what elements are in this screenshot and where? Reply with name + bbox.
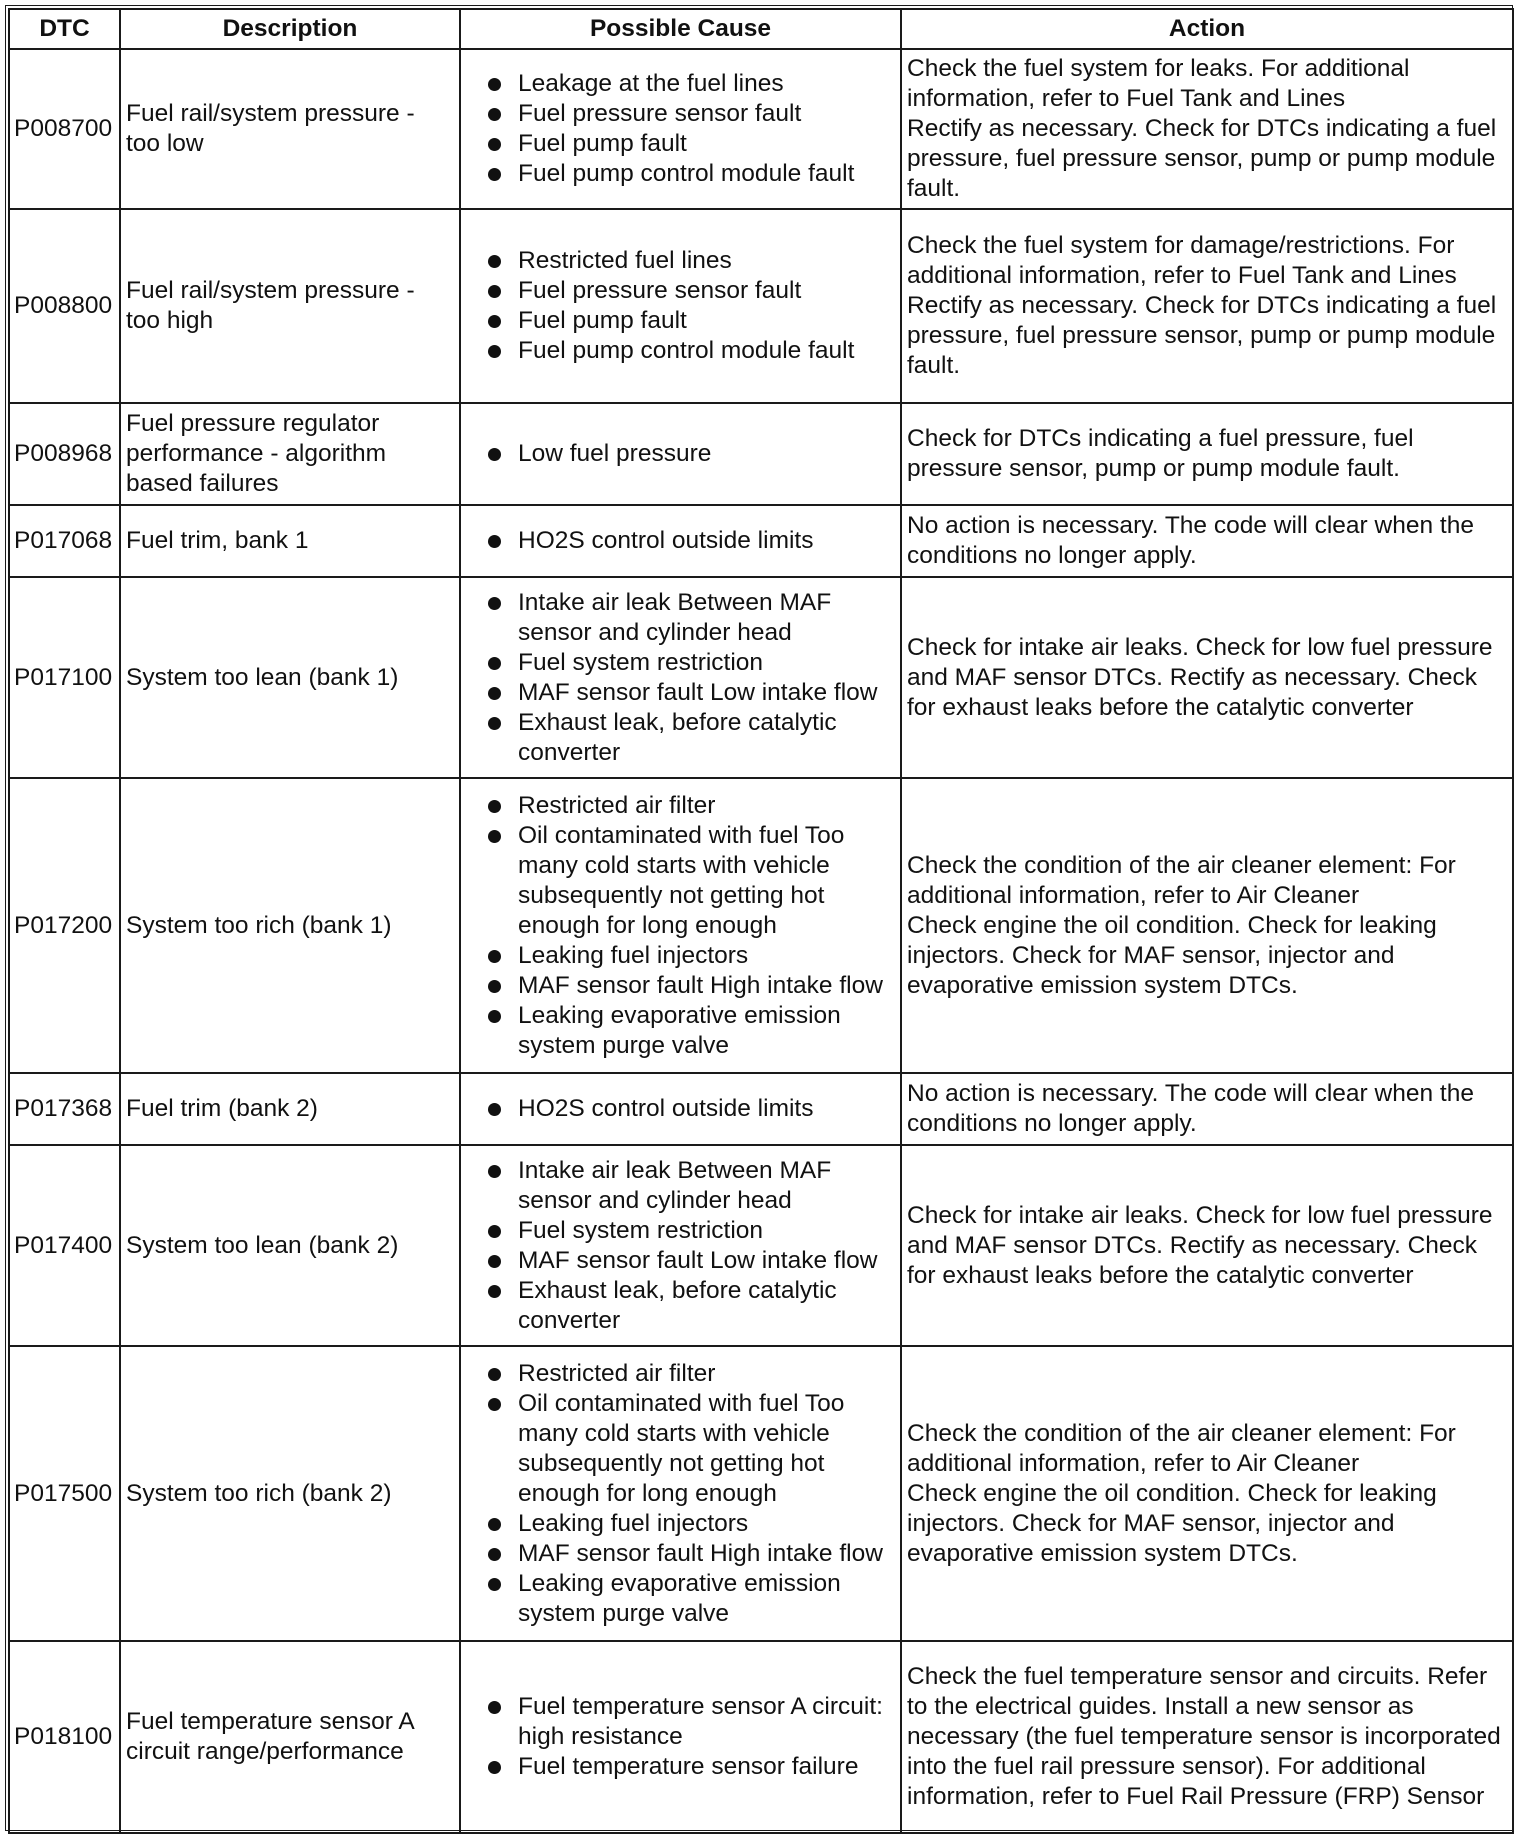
cause-list [466,1094,895,1124]
header-description: Description [120,9,460,49]
action-cell [901,1073,1513,1145]
dtc-description: Fuel rail/system pressure - too high [120,209,460,403]
table-row [9,209,1513,403]
action-text: No action is necessary. The code will clear when the conditions no longer apply. [907,512,1474,569]
table-row [9,778,1513,1073]
dtc-description: System too rich (bank 2) [120,1346,460,1641]
dtc-description: Fuel temperature sensor A circuit range/performance [120,1641,460,1833]
action-text: Check the condition of the air cleaner element: For additional information, refer to Air Cleaner [907,851,1456,909]
table-row [9,1145,1513,1346]
dtc-code: P017500 [9,1346,120,1641]
cause-list [466,791,895,1061]
cause-list-item: Fuel pump fault [488,129,895,159]
cause-list-item: MAF sensor fault Low intake flow [488,1246,895,1276]
header-possible-cause: Possible Cause [460,9,901,49]
dtc-code: P017400 [9,1145,120,1346]
action-text: Check engine the oil condition. Check for leaking injectors. Check for MAF sensor, injector and evaporative emission system DTCs. [907,911,1437,999]
action-text: Rectify as necessary. Check for DTCs indicating a fuel pressure, fuel pressure sensor, pump or pump module fault. [907,115,1497,202]
table-row [9,1073,1513,1145]
dtc-description: Fuel rail/system pressure - too low [120,49,460,209]
cause-list [466,246,895,366]
cause-list-item: Intake air leak Between MAF sensor and cylinder head [488,1156,895,1216]
cause-list-item: Intake air leak Between MAF sensor and cylinder head [488,588,895,648]
action-cell [901,49,1513,209]
table-row [9,1346,1513,1641]
dtc-description: System too lean (bank 1) [120,577,460,778]
cause-list-item: Restricted air filter [488,791,895,821]
action-text: Check the fuel temperature sensor and circuits. Refer to the electrical guides. Install a new sensor as necessary (the fuel temperature sensor is incorporated into the fuel rail pressure sensor). For additional information, refer to Fuel Rail Pressure (FRP) Sensor [907,1663,1501,1810]
cause-list-item: Leaking evaporative emission system purge valve [488,1569,895,1629]
cause-list [466,1692,895,1782]
possible-cause-cell [460,1346,901,1641]
cause-list-item: Leaking fuel injectors [488,1509,895,1539]
cause-list-item: Fuel temperature sensor failure [488,1752,895,1782]
action-cell [901,505,1513,577]
cause-list-item: Low fuel pressure [488,439,895,469]
table-row [9,505,1513,577]
action-cell [901,577,1513,778]
dtc-code: P008800 [9,209,120,403]
header-action: Action [901,9,1513,49]
dtc-code: P008700 [9,49,120,209]
cause-list-item: Oil contaminated with fuel Too many cold starts with vehicle subsequently not getting hot enough for long enough [488,1389,895,1509]
possible-cause-cell [460,49,901,209]
dtc-code: P017068 [9,505,120,577]
cause-list-item: Fuel pressure sensor fault [488,99,895,129]
action-cell [901,403,1513,505]
dtc-description: Fuel pressure regulator performance - algorithm based failures [120,403,460,505]
cause-list-item: Restricted fuel lines [488,246,895,276]
cause-list-item: Fuel pump control module fault [488,159,895,189]
cause-list [466,526,895,556]
dtc-code: P018100 [9,1641,120,1833]
header-dtc: DTC [9,9,120,49]
dtc-table [8,8,1514,1834]
action-text: Rectify as necessary. Check for DTCs indicating a fuel pressure, fuel pressure sensor, pump or pump module fault. [907,292,1497,379]
cause-list-item: HO2S control outside limits [488,526,895,556]
action-text: Check for intake air leaks. Check for low fuel pressure and MAF sensor DTCs. Rectify as necessary. Check for exhaust leaks before the catalytic converter [907,1201,1493,1289]
cause-list-item: MAF sensor fault High intake flow [488,971,895,1001]
action-cell [901,209,1513,403]
dtc-code: P008968 [9,403,120,505]
possible-cause-cell [460,209,901,403]
action-cell [901,778,1513,1073]
table-row [9,403,1513,505]
possible-cause-cell [460,778,901,1073]
cause-list-item: Exhaust leak, before catalytic converter [488,1276,895,1336]
action-text: Check the condition of the air cleaner element: For additional information, refer to Air Cleaner [907,1419,1456,1477]
action-text: Check the fuel system for leaks. For additional information, refer to Fuel Tank and Lines [907,55,1410,112]
cause-list-item: Fuel pressure sensor fault [488,276,895,306]
possible-cause-cell [460,1641,901,1833]
cause-list-item: Fuel pump fault [488,306,895,336]
action-text: Check for intake air leaks. Check for low fuel pressure and MAF sensor DTCs. Rectify as necessary. Check for exhaust leaks before the catalytic converter [907,633,1493,721]
possible-cause-cell [460,1073,901,1145]
action-cell [901,1346,1513,1641]
cause-list-item: Fuel system restriction [488,648,895,678]
dtc-description: System too lean (bank 2) [120,1145,460,1346]
action-cell [901,1145,1513,1346]
table-row [9,49,1513,209]
cause-list-item: Fuel system restriction [488,1216,895,1246]
cause-list-item: Fuel temperature sensor A circuit: high resistance [488,1692,895,1752]
cause-list-item: HO2S control outside limits [488,1094,895,1124]
cause-list-item: MAF sensor fault Low intake flow [488,678,895,708]
action-text: No action is necessary. The code will clear when the conditions no longer apply. [907,1080,1474,1137]
possible-cause-cell [460,577,901,778]
cause-list-item: MAF sensor fault High intake flow [488,1539,895,1569]
possible-cause-cell [460,403,901,505]
table-row [9,1641,1513,1833]
cause-list-item: Leaking evaporative emission system purge valve [488,1001,895,1061]
cause-list-item: Restricted air filter [488,1359,895,1389]
cause-list-item: Fuel pump control module fault [488,336,895,366]
action-text: Check for DTCs indicating a fuel pressure, fuel pressure sensor, pump or pump module fault. [907,425,1414,482]
cause-list-item: Exhaust leak, before catalytic converter [488,708,895,768]
cause-list [466,588,895,768]
dtc-code: P017368 [9,1073,120,1145]
possible-cause-cell [460,505,901,577]
dtc-code: P017200 [9,778,120,1073]
dtc-description: System too rich (bank 1) [120,778,460,1073]
table-body [9,49,1513,1833]
action-cell [901,1641,1513,1833]
cause-list-item: Leakage at the fuel lines [488,69,895,99]
action-text: Check the fuel system for damage/restrictions. For additional information, refer to Fuel Tank and Lines [907,232,1457,289]
possible-cause-cell [460,1145,901,1346]
cause-list [466,1156,895,1336]
cause-list-item: Oil contaminated with fuel Too many cold starts with vehicle subsequently not getting hot enough for long enough [488,821,895,941]
dtc-description: Fuel trim (bank 2) [120,1073,460,1145]
cause-list-item: Leaking fuel injectors [488,941,895,971]
cause-list [466,1359,895,1629]
table-row [9,577,1513,778]
action-text: Check engine the oil condition. Check for leaking injectors. Check for MAF sensor, injector and evaporative emission system DTCs. [907,1479,1437,1567]
dtc-description: Fuel trim, bank 1 [120,505,460,577]
cause-list [466,69,895,189]
dtc-code: P017100 [9,577,120,778]
cause-list [466,439,895,469]
header-row [9,9,1513,49]
